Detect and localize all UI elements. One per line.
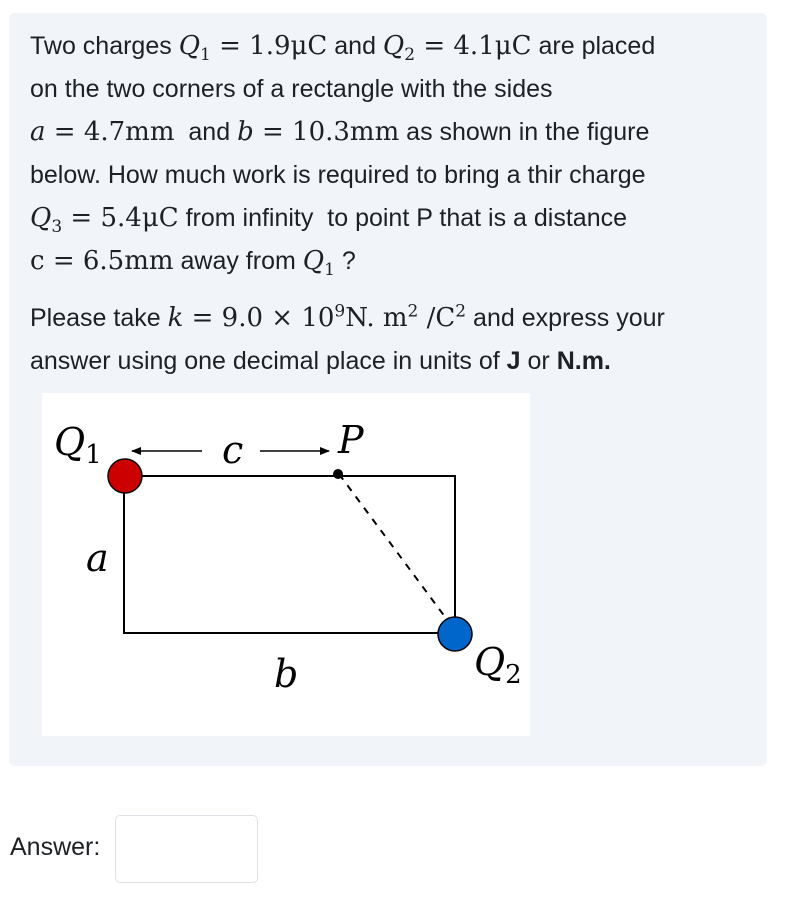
question-line-4: below. How much work is required to bring a thir charge	[30, 161, 646, 189]
question-line-8	[30, 340, 760, 383]
math-b: b = 10.3mm	[237, 117, 400, 147]
question-panel	[9, 13, 767, 766]
math-k: $k = 9.0 \times 10^9N$. $m^2$ $/C^2$	[167, 301, 467, 333]
text-segment: Two charges	[30, 32, 179, 60]
q1-charge	[108, 459, 142, 493]
p-label: P	[338, 418, 364, 462]
question-line-5	[30, 197, 760, 240]
math-q1: $Q_1 = 1.9\mu C$	[178, 31, 328, 66]
dashed-line-p-q2	[339, 474, 454, 629]
rectangle-figure	[42, 393, 530, 736]
answer-label: Answer:	[10, 833, 101, 861]
text-segment: as shown in the figure	[399, 118, 650, 146]
question-line-6	[30, 240, 760, 283]
math-q3: $Q_3 = 5.4\mu C$	[30, 203, 179, 238]
text-segment: and express your	[466, 304, 665, 332]
rectangle-outline	[124, 476, 455, 633]
question-line-7	[30, 297, 760, 340]
text-segment: from infinity to point P that is a distance	[178, 204, 628, 232]
b-label: b	[274, 652, 299, 696]
text-segment: ?	[334, 247, 356, 275]
question-line-3	[30, 111, 760, 154]
text-segment: and	[327, 32, 383, 60]
text-segment: away from	[173, 247, 303, 275]
answer-input[interactable]	[115, 815, 258, 883]
question-line-2: on the two corners of a rectangle with the sides	[30, 75, 553, 103]
text-segment: answer using one decimal place in units of	[30, 347, 507, 375]
math-q2: $Q_2 = 4.1\mu C$	[382, 31, 532, 66]
q1-label: $Q_1$	[54, 420, 102, 470]
text-segment: are placed	[531, 32, 656, 60]
text-segment: or	[520, 347, 557, 375]
math-a: a = 4.7mm	[30, 117, 175, 147]
c-label: c	[222, 428, 244, 472]
figure-diagram	[42, 393, 530, 736]
a-label: a	[86, 536, 109, 580]
math-q1-ref: $Q_1$	[302, 246, 335, 281]
unit-nm: N.m.	[556, 347, 611, 375]
unit-j: J	[506, 347, 521, 375]
text-segment: Please take	[30, 304, 168, 332]
math-c: c = 6.5mm	[30, 246, 174, 276]
q2-charge	[438, 617, 472, 651]
question-text	[30, 25, 760, 383]
point-p	[333, 469, 343, 479]
q2-label: $Q_2$	[474, 640, 522, 690]
question-line-1	[30, 25, 760, 68]
text-segment: and	[174, 118, 238, 146]
